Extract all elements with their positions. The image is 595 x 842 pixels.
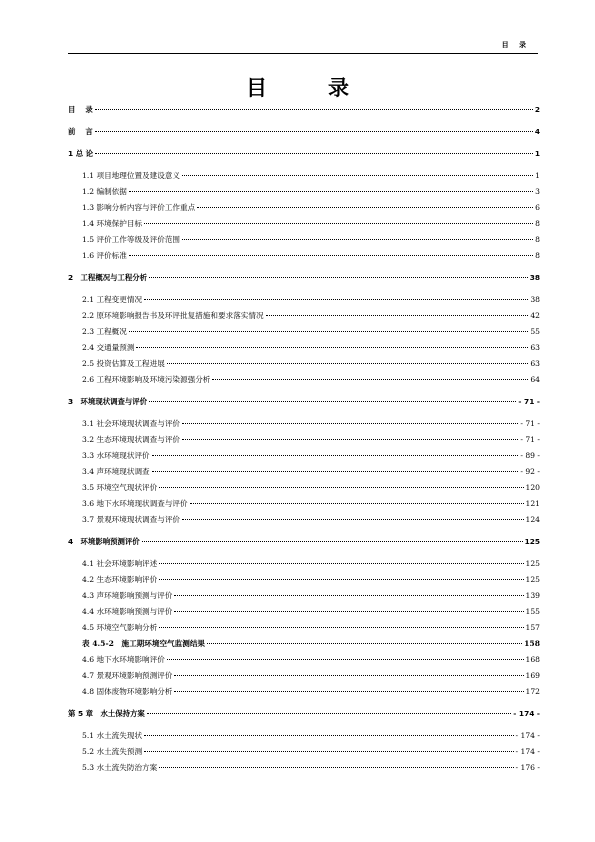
toc-page-number: - 174 - [515,731,540,740]
toc-page-number: 8 [535,219,540,228]
toc-entry-label: 3.4 声环境现状调查 [82,467,150,476]
toc-page-number: 8 [535,235,540,244]
toc-dot-leader [159,627,523,628]
toc-section-entry[interactable] [68,762,540,778]
toc-entry-label: 2.5 投资估算及工程进展 [82,359,165,368]
toc-dot-leader [190,503,524,504]
toc-dot-leader [174,691,523,692]
toc-dot-leader [95,131,533,132]
toc-dot-leader [174,595,523,596]
toc-entry-label: 2.6 工程环境影响及环境污染源强分析 [82,375,211,384]
toc-chapter-entry[interactable] [68,708,540,724]
toc-entry-label: 3.7 景观环境现状调查与评价 [82,515,181,524]
toc-entry-label: 4.6 地下水环境影响评价 [82,655,165,664]
toc-dot-leader [152,471,519,472]
toc-dot-leader [182,423,518,424]
toc-dot-leader [212,379,528,380]
toc-entry-label: 4 环境影响预测评价 [68,537,140,546]
toc-section-entry[interactable] [68,170,540,186]
toc-dot-leader [95,153,533,154]
toc-page-number: - 92 - [520,467,540,476]
toc-section-entry[interactable] [68,746,540,762]
toc-page-number: 155 [525,607,540,616]
toc-chapter-entry[interactable] [68,104,540,120]
toc-page-number: 168 [525,655,540,664]
toc-entry-label: 2.4 交通量预测 [82,343,135,352]
toc-dot-leader [174,675,523,676]
toc-dot-leader [149,401,516,402]
toc-dot-leader [207,643,522,644]
toc-section-entry[interactable] [68,374,540,390]
toc-section-entry[interactable] [68,654,540,670]
toc-section-entry[interactable] [68,606,540,622]
toc-entry-label: 1.5 评价工作等级及评价范围 [82,235,181,244]
toc-entry-label: 目 录 [68,105,93,114]
toc-page-number: 63 [530,359,540,368]
toc-entry-label: 4.2 生态环境影响评价 [82,575,158,584]
toc-page-number: 1 [535,171,540,180]
toc-section-entry[interactable] [68,418,540,434]
toc-entry-label: 表 4.5-2 施工期环境空气监测结果 [82,639,206,648]
toc-entry-label: 前 言 [68,127,93,136]
toc-section-entry[interactable] [68,326,540,342]
toc-page-number: 1 [534,149,540,158]
toc-entry-label: 3.2 生态环境现状调查与评价 [82,435,181,444]
toc-dot-leader [182,439,518,440]
toc-section-entry[interactable] [68,638,540,654]
toc-page-number: 55 [530,327,540,336]
toc-section-entry[interactable] [68,358,540,374]
toc-section-entry[interactable] [68,250,540,266]
toc-dot-leader [144,751,513,752]
toc-page-number: 8 [535,251,540,260]
toc-chapter-entry[interactable] [68,272,540,288]
toc-section-entry[interactable] [68,498,540,514]
toc-dot-leader [95,109,533,110]
toc-dot-leader [152,455,519,456]
toc-section-entry[interactable] [68,186,540,202]
toc-dot-leader [159,487,523,488]
toc-entry-label: 1.4 环境保护目标 [82,219,143,228]
running-header [68,40,538,54]
toc-section-entry[interactable] [68,670,540,686]
toc-page-number: 38 [529,273,540,282]
toc-dot-leader [174,611,523,612]
toc-dot-leader [182,239,533,240]
toc-entry-label: 2.2 原环境影响报告书及环评批复措施和要求落实情况 [82,311,264,320]
toc-entry-label: 2 工程概况与工程分析 [68,273,148,282]
toc-entry-label: 3 环境现状调查与评价 [68,397,148,406]
toc-entry-label: 5.3 水土流失防治方案 [82,763,158,772]
toc-dot-leader [167,659,524,660]
toc-entry-label: 4.4 水环境影响预测与评价 [82,607,173,616]
toc-dot-leader [147,713,511,714]
toc-entry-label: 1.1 项目地理位置及建设意义 [82,171,181,180]
toc-page-number: - 174 - [513,709,540,718]
header-text: 目 录 [501,41,530,49]
toc-section-entry[interactable] [68,622,540,638]
toc-dot-leader [266,315,529,316]
toc-page-number: - 71 - [520,435,540,444]
toc-entry-label: 3.5 环境空气现状评价 [82,483,158,492]
toc-section-entry[interactable] [68,482,540,498]
toc-page-number: - 71 - [518,397,540,406]
toc-dot-leader [159,563,523,564]
toc-dot-leader [144,223,533,224]
toc-page-number: 120 [525,483,540,492]
toc-entry-label: 3.3 水环境现状评价 [82,451,150,460]
toc-section-entry[interactable] [68,310,540,326]
toc-page-number: 2 [534,105,540,114]
toc-dot-leader [129,191,533,192]
toc-page-number: 169 [525,671,540,680]
toc-entry-label: 1.6 评价标准 [82,251,127,260]
toc-page-number: 124 [525,515,540,524]
toc-section-entry[interactable] [68,514,540,530]
toc-dot-leader [159,579,523,580]
toc-section-entry[interactable] [68,434,540,450]
toc-entry-label: 4.1 社会环境影响评述 [82,559,158,568]
toc-dot-leader [197,207,533,208]
toc-page-number: 158 [524,639,540,648]
toc-page-number: 121 [525,499,540,508]
toc-entry-label: 第 5 章 水土保持方案 [68,709,145,718]
toc-entry-label: 3.1 社会环境现状调查与评价 [82,419,181,428]
toc-section-entry[interactable] [68,450,540,466]
toc-page-number: 157 [525,623,540,632]
toc-page-number: 42 [530,311,540,320]
toc-dot-leader [149,277,528,278]
toc-page-number: 64 [530,375,540,384]
toc-entry-label: 5.2 水土流失预测 [82,747,143,756]
toc-dot-leader [129,255,533,256]
toc-entry-label: 1 总 论 [68,149,94,158]
toc-section-entry[interactable] [68,218,540,234]
toc-dot-leader [144,299,528,300]
toc-page-number: 6 [535,203,540,212]
toc-dot-leader [182,519,523,520]
toc-section-entry[interactable] [68,590,540,606]
toc-dot-leader [167,363,528,364]
toc-page-number: - 89 - [520,451,540,460]
header-rule [68,53,538,54]
toc-section-entry[interactable] [68,342,540,358]
toc-entry-label: 4.5 环境空气影响分析 [82,623,158,632]
toc-page-number: - 174 - [515,747,540,756]
toc-page-number: 125 [524,537,540,546]
toc-section-entry[interactable] [68,574,540,590]
toc-section-entry[interactable] [68,294,540,310]
toc-dot-leader [142,541,523,542]
toc-chapter-entry[interactable] [68,148,540,164]
page-title: 目 录 [246,76,369,100]
table-of-contents [68,104,540,778]
toc-dot-leader [144,735,513,736]
toc-page-number: 125 [525,559,540,568]
toc-section-entry[interactable] [68,202,540,218]
toc-page-number: 172 [525,687,540,696]
toc-page-number: 38 [530,295,540,304]
toc-dot-leader [136,347,528,348]
toc-page-number: 125 [525,575,540,584]
toc-section-entry[interactable] [68,234,540,250]
toc-dot-leader [129,331,528,332]
toc-entry-label: 4.8 固体废物环境影响分析 [82,687,173,696]
toc-dot-leader [182,175,533,176]
toc-page-number: - 176 - [515,763,540,772]
toc-page-number: 63 [530,343,540,352]
toc-chapter-entry[interactable] [68,396,540,412]
toc-entry-label: 2.3 工程概况 [82,327,127,336]
toc-chapter-entry[interactable] [68,536,540,552]
toc-entry-label: 5.1 水土流失现状 [82,731,143,740]
toc-section-entry[interactable] [68,558,540,574]
toc-section-entry[interactable] [68,686,540,702]
toc-section-entry[interactable] [68,730,540,746]
toc-entry-label: 4.3 声环境影响预测与评价 [82,591,173,600]
toc-page-number: - 71 - [520,419,540,428]
toc-chapter-entry[interactable] [68,126,540,142]
toc-entry-label: 3.6 地下水环境现状调查与评价 [82,499,188,508]
toc-entry-label: 4.7 景观环境影响预测评价 [82,671,173,680]
toc-section-entry[interactable] [68,466,540,482]
toc-entry-label: 1.2 编制依据 [82,187,127,196]
toc-page-number: 3 [535,187,540,196]
toc-entry-label: 2.1 工程变更情况 [82,295,143,304]
toc-page-number: 139 [525,591,540,600]
toc-dot-leader [159,767,513,768]
toc-page-number: 4 [534,127,540,136]
toc-entry-label: 1.3 影响分析内容与评价工作重点 [82,203,196,212]
